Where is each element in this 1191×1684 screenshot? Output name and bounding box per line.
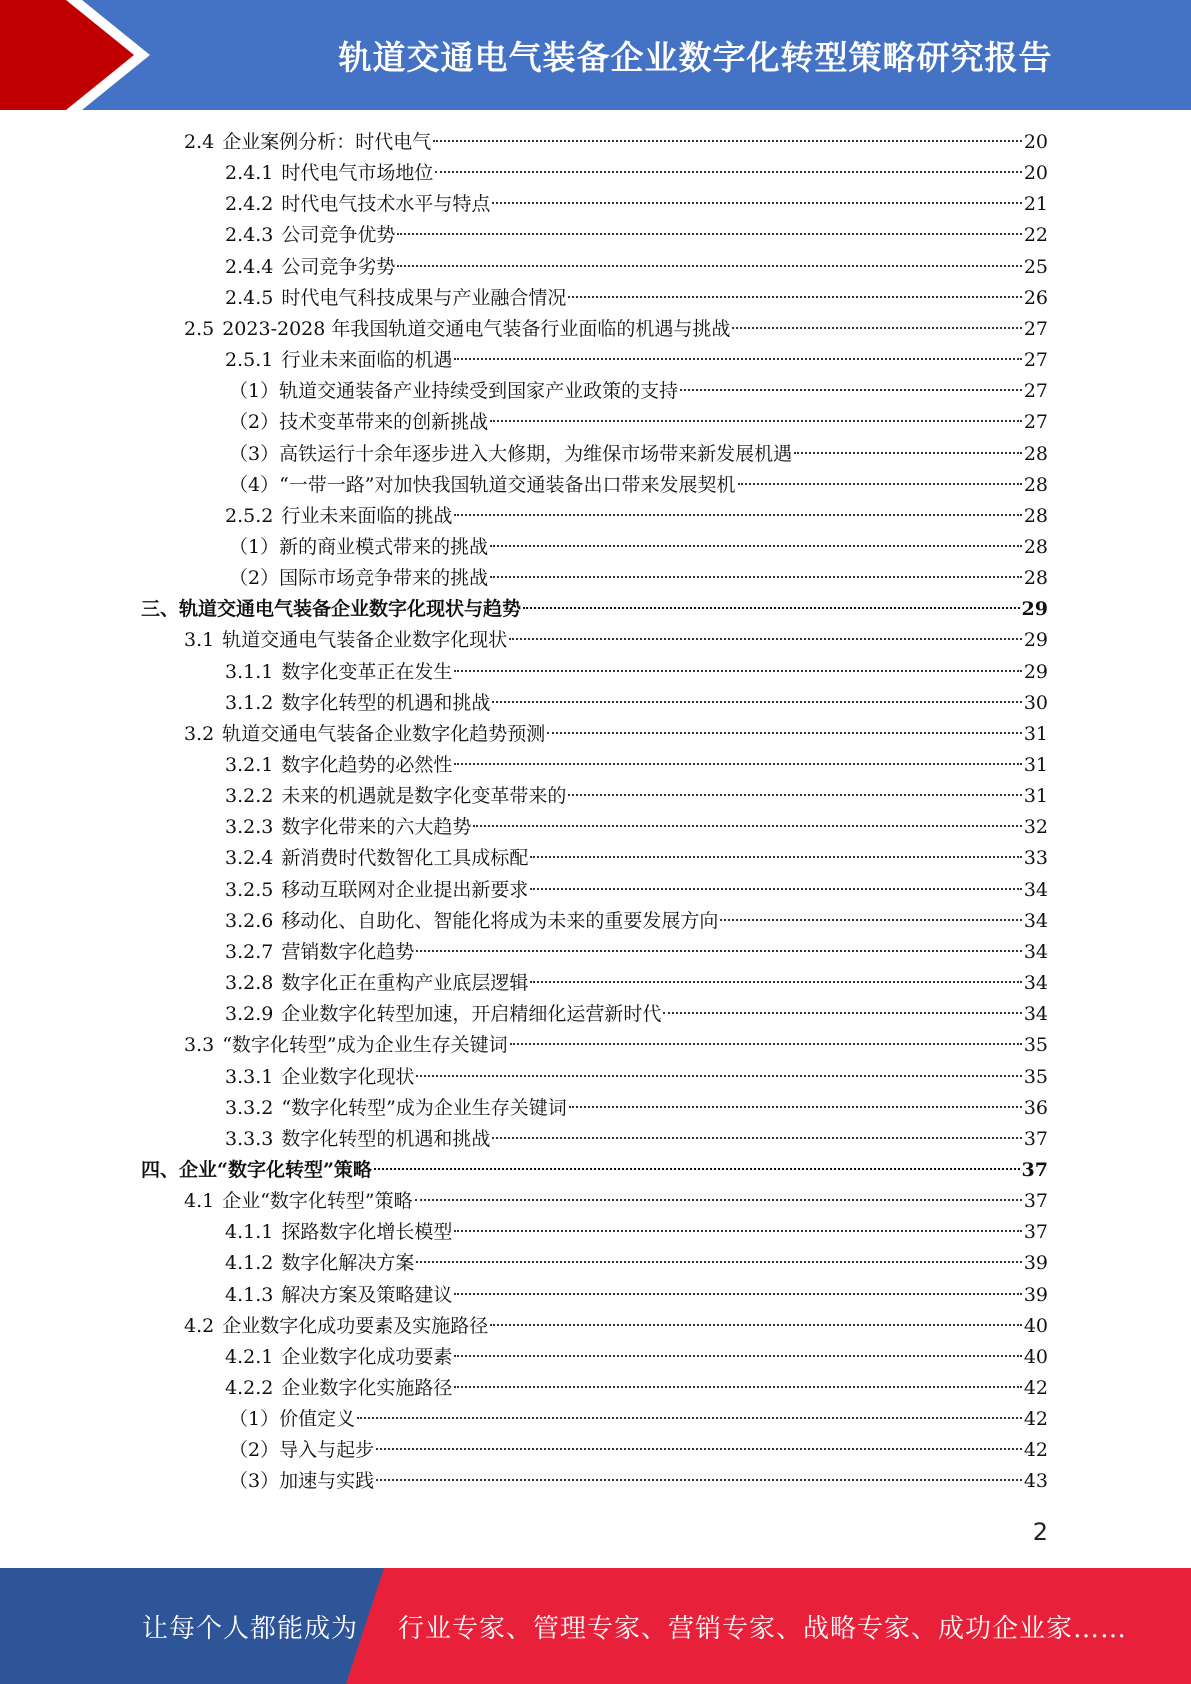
toc-entry[interactable] [184,1311,1048,1342]
page-number: 2 [1032,1518,1048,1546]
report-footer [0,1568,1191,1684]
toc-entry[interactable] [184,625,1048,656]
toc-entry-page: 29 [1021,598,1048,621]
toc-dot-leader [523,607,1020,609]
toc-entry-page: 37 [1023,1190,1048,1213]
toc-entry-page: 27 [1023,317,1048,340]
toc-entry-page: 36 [1023,1096,1048,1119]
toc-entry-page: 32 [1023,816,1048,839]
toc-entry-number: （1） [229,1408,280,1431]
toc-entry-title: 数字化趋势的必然性 [281,754,453,776]
toc-entry-title: 轨道交通电气装备企业数字化现状 [222,629,508,652]
toc-entry-title: 高铁运行十余年逐步进入大修期，为维保市场带来新发展机遇 [279,442,793,465]
toc-dot-leader [568,794,1021,796]
toc-entry-page: 27 [1023,411,1048,434]
toc-entry-number: 三、 [141,598,180,621]
toc-dot-leader [492,701,1021,703]
toc-entry-page: 37 [1023,1221,1048,1244]
toc-entry-title: 探路数字化增长模型 [281,1221,453,1244]
toc-entry-title: 企业数字化转型加速，开启精细化运营新时代 [281,1003,662,1026]
toc-dot-leader [416,1261,1021,1263]
toc-entry[interactable] [229,1466,1048,1497]
toc-entry-title: 时代电气市场地位 [281,162,434,185]
toc-entry[interactable] [225,937,1048,968]
toc-entry-title: 公司竞争劣势 [281,255,396,278]
toc-entry-page: 35 [1023,1065,1048,1088]
toc-entry-number: （1） [229,535,280,558]
toc-entry-page: 26 [1023,286,1048,309]
toc-entry[interactable] [225,750,1048,781]
toc-entry-page: 31 [1023,754,1048,776]
toc-dot-leader [492,202,1021,204]
toc-entry-page: 28 [1023,442,1048,465]
toc-entry-page: 28 [1023,504,1048,527]
toc-entry-title: “一带一路”对加快我国轨道交通装备出口带来发展契机 [279,473,736,496]
toc-entry[interactable] [225,688,1048,719]
toc-entry[interactable] [184,127,1048,158]
toc-entry[interactable] [229,376,1048,407]
toc-dot-leader [510,1043,1022,1045]
toc-dot-leader [397,233,1021,235]
toc-entry-page: 28 [1023,535,1048,558]
toc-entry-number: 3.2.7 [225,940,274,963]
toc-entry[interactable] [225,252,1048,283]
toc-entry-page: 20 [1023,131,1048,153]
toc-entry[interactable] [225,843,1048,874]
toc-entry-number: 4.1.3 [225,1283,274,1306]
toc-entry-title: 新消费时代数智化工具成标配 [281,847,529,870]
toc-entry-page: 21 [1023,193,1048,216]
toc-entry-number: 3.2.3 [225,816,274,839]
toc-entry-number: 2.5.1 [225,349,274,372]
toc-entry[interactable] [229,1404,1048,1435]
toc-entry[interactable] [225,345,1048,376]
toc-entry-title: 时代电气科技成果与产业融合情况 [281,286,567,309]
toc-entry-page: 34 [1023,1003,1048,1026]
toc-entry-number: 3.2.2 [225,785,274,808]
toc-dot-leader [547,732,1022,734]
toc-entry-title: 行业未来面临的挑战 [281,504,453,527]
toc-dot-leader [416,950,1021,952]
toc-entry[interactable] [225,999,1048,1030]
toc-dot-leader [416,1075,1021,1077]
toc-entry-number: 2.4.3 [225,224,274,247]
toc-entry-title: 数字化解决方案 [281,1252,415,1275]
toc-entry-number: 3.2.5 [225,878,274,901]
toc-dot-leader [454,670,1021,672]
toc-entry-title: 新的商业模式带来的挑战 [279,535,489,558]
toc-entry-title: 时代电气技术水平与特点 [281,193,491,216]
toc-entry[interactable] [141,1155,1048,1186]
toc-entry-title: 公司竞争优势 [281,224,396,247]
toc-dot-leader [568,296,1021,298]
toc-entry-number: 2.4.1 [225,162,274,185]
toc-entry-number: 4.1.2 [225,1252,274,1275]
toc-entry-number: （3） [229,1470,280,1493]
toc-entry-page: 40 [1023,1314,1048,1337]
toc-entry-number: （1） [229,380,280,403]
toc-dot-leader [454,514,1021,516]
toc-dot-leader [720,919,1021,921]
toc-entry-title: 未来的机遇就是数字化变革带来的 [281,785,567,808]
toc-entry-page: 33 [1023,847,1048,870]
toc-entry[interactable] [184,719,1048,750]
toc-entry[interactable] [225,812,1048,843]
toc-entry-page: 39 [1023,1252,1048,1275]
toc-entry-page: 34 [1023,940,1048,963]
report-header [0,0,1191,110]
toc-entry-title: 2023-2028 年我国轨道交通电气装备行业面临的机遇与挑战 [222,317,731,340]
toc-entry-title: 企业案例分析：时代电气 [222,131,432,153]
toc-entry-number: （2） [229,567,280,590]
toc-entry[interactable] [229,532,1048,563]
toc-entry-number: （2） [229,1439,280,1462]
toc-entry-page: 31 [1023,722,1048,745]
toc-entry[interactable] [225,1093,1048,1124]
toc-dot-leader [376,1448,1022,1450]
toc-entry[interactable] [225,906,1048,937]
toc-entry-number: 3.2 [184,722,215,745]
toc-dot-leader [433,140,1022,142]
toc-entry-page: 20 [1023,162,1048,185]
toc-entry-page: 30 [1023,691,1048,714]
toc-entry[interactable] [225,1248,1048,1279]
toc-entry-title: 企业“数字化转型”策略 [222,1190,413,1213]
toc-entry-number: 3.2.1 [225,754,274,776]
toc-dot-leader [490,545,1022,547]
toc-entry-title: “数字化转型”成为企业生存关键词 [222,1034,508,1057]
toc-entry-page: 37 [1021,1158,1048,1181]
toc-entry-number: 3.3.1 [225,1065,274,1088]
toc-entry-page: 28 [1023,473,1048,496]
toc-entry-number: 2.4.4 [225,255,274,278]
toc-entry-number: 3.3.3 [225,1127,274,1150]
toc-entry-number: 2.5.2 [225,504,274,527]
toc-entry-title: 轨道交通装备产业持续受到国家产业政策的支持 [279,380,679,403]
toc-entry-number: 4.2.2 [225,1377,274,1399]
toc-entry[interactable] [225,220,1048,251]
toc-entry-title: 移动互联网对企业提出新要求 [281,878,529,901]
toc-entry-page: 42 [1023,1408,1048,1431]
footer-slogan-right: 行业专家、管理专家、营销专家、战略专家、成功企业家…… [398,1613,1128,1644]
toc-dot-leader [530,981,1021,983]
toc-entry-title: “数字化转型”成为企业生存关键词 [281,1096,567,1119]
toc-entry-number: 3.1 [184,629,215,652]
toc-entry-page: 34 [1023,909,1048,932]
toc-entry-title: 企业数字化成功要素及实施路径 [222,1314,489,1337]
toc-entry-number: 3.2.8 [225,972,274,995]
toc-entry-number: 3.3.2 [225,1096,274,1119]
toc-entry-page: 29 [1023,629,1048,652]
toc-entry-title: 企业数字化成功要素 [281,1345,453,1368]
toc-entry[interactable] [184,1186,1048,1217]
toc-entry-page: 43 [1023,1470,1048,1493]
toc-entry-page: 37 [1023,1127,1048,1150]
toc-entry-page: 39 [1023,1283,1048,1306]
toc-entry-number: 3.1.2 [225,691,274,714]
toc-dot-leader [732,327,1021,329]
toc-dot-leader [454,1355,1021,1357]
toc-dot-leader [376,1479,1022,1481]
toc-entry-number: 3.2.9 [225,1003,274,1026]
toc-entry-page: 31 [1023,785,1048,808]
toc-entry[interactable] [229,470,1048,501]
toc-entry-page: 27 [1023,349,1048,372]
toc-dot-leader [569,1106,1022,1108]
toc-entry-title: 企业“数字化转型”策略 [179,1158,372,1181]
toc-entry-number: （4） [229,473,280,496]
toc-entry-number: （3） [229,442,280,465]
toc-entry-title: 移动化、自助化、智能化将成为未来的重要发展方向 [281,909,719,932]
toc-entry-title: 行业未来面临的机遇 [281,349,453,372]
toc-entry[interactable] [225,1124,1048,1155]
toc-entry-number: 3.2.4 [225,847,274,870]
toc-dot-leader [530,856,1021,858]
toc-entry-title: 解决方案及策略建议 [281,1283,453,1306]
toc-dot-leader [794,452,1022,454]
toc-entry[interactable] [225,501,1048,532]
toc-entry-title: 价值定义 [279,1408,356,1431]
toc-entry[interactable] [225,1373,1048,1404]
toc-entry[interactable] [141,594,1048,625]
toc-entry-title: 企业数字化现状 [281,1065,415,1088]
toc-entry-title: 数字化正在重构产业底层逻辑 [281,972,529,995]
toc-entry-title: 轨道交通电气装备企业数字化现状与趋势 [179,598,522,621]
toc-entry[interactable] [225,158,1048,189]
toc-dot-leader [397,265,1021,267]
toc-entry-number: （2） [229,411,280,434]
toc-entry-number: 2.4.2 [225,193,274,216]
toc-entry-number: 3.3 [184,1034,215,1057]
toc-entry-number: 2.5 [184,317,215,340]
toc-dot-leader [374,1168,1020,1170]
toc-entry[interactable] [225,189,1048,220]
toc-entry-page: 42 [1023,1377,1048,1399]
toc-entry-page: 42 [1023,1439,1048,1462]
toc-entry-page: 35 [1023,1034,1048,1057]
toc-entry-number: 4.2.1 [225,1345,274,1368]
toc-entry-page: 29 [1023,660,1048,683]
toc-dot-leader [490,1324,1022,1326]
toc-entry-title: 数字化带来的六大趋势 [281,816,472,839]
toc-dot-leader [530,888,1021,890]
toc-entry[interactable] [225,875,1048,906]
toc-entry-number: 2.4 [184,131,215,153]
toc-dot-leader [435,171,1021,173]
toc-entry-title: 国际市场竞争带来的挑战 [279,567,489,590]
toc-entry-page: 27 [1023,380,1048,403]
toc-dot-leader [415,1199,1022,1201]
toc-entry-page: 28 [1023,567,1048,590]
toc-entry-title: 数字化转型的机遇和挑战 [281,691,491,714]
toc-entry[interactable] [225,1217,1048,1248]
toc-entry[interactable] [184,1030,1048,1061]
toc-dot-leader [454,763,1021,765]
report-title: 轨道交通电气装备企业数字化转型策略研究报告 [338,37,1053,77]
toc-dot-leader [454,358,1021,360]
toc-entry[interactable] [225,781,1048,812]
toc-dot-leader [490,420,1022,422]
toc-dot-leader [490,576,1022,578]
toc-dot-leader [492,1137,1021,1139]
toc-entry-title: 技术变革带来的创新挑战 [279,411,489,434]
toc-entry[interactable] [225,1062,1048,1093]
toc-entry[interactable] [225,283,1048,314]
toc-dot-leader [509,638,1022,640]
toc-entry-number: 4.1.1 [225,1221,274,1244]
toc-entry-title: 企业数字化实施路径 [281,1377,453,1399]
toc-entry[interactable] [225,1342,1048,1373]
toc-dot-leader [357,1417,1022,1419]
toc-entry-page: 40 [1023,1345,1048,1368]
toc-entry-page: 34 [1023,878,1048,901]
toc-dot-leader [454,1293,1021,1295]
toc-entry-title: 营销数字化趋势 [281,940,415,963]
toc-entry-title: 轨道交通电气装备企业数字化趋势预测 [222,722,546,745]
toc-entry-page: 34 [1023,972,1048,995]
toc-entry[interactable] [184,314,1048,345]
toc-entry-title: 加速与实践 [279,1470,375,1493]
toc-entry-title: 数字化转型的机遇和挑战 [281,1127,491,1150]
toc-entry[interactable] [229,407,1048,438]
toc-entry[interactable] [225,657,1048,688]
toc-dot-leader [663,1012,1021,1014]
toc-entry-page: 22 [1023,224,1048,247]
toc-entry-number: 2.4.5 [225,286,274,309]
toc-entry[interactable] [229,1435,1048,1466]
toc-entry-page: 25 [1023,255,1048,278]
toc-entry[interactable] [229,563,1048,594]
toc-entry-number: 3.2.6 [225,909,274,932]
toc-dot-leader [738,483,1022,485]
toc-entry-number: 3.1.1 [225,660,274,683]
toc-entry[interactable] [229,439,1048,470]
toc-dot-leader [473,825,1021,827]
footer-slogan-left: 让每个人都能成为 [142,1613,359,1644]
toc-entry-number: 4.1 [184,1190,215,1213]
toc-entry[interactable] [225,968,1048,999]
toc-entry-title: 导入与起步 [279,1439,375,1462]
toc-entry-title: 数字化变革正在发生 [281,660,453,683]
toc-entry-number: 4.2 [184,1314,215,1337]
toc-entry-number: 四、 [141,1158,180,1181]
toc-dot-leader [454,1230,1021,1232]
toc-entry[interactable] [225,1280,1048,1311]
toc-dot-leader [680,389,1022,391]
toc-dot-leader [454,1386,1021,1388]
